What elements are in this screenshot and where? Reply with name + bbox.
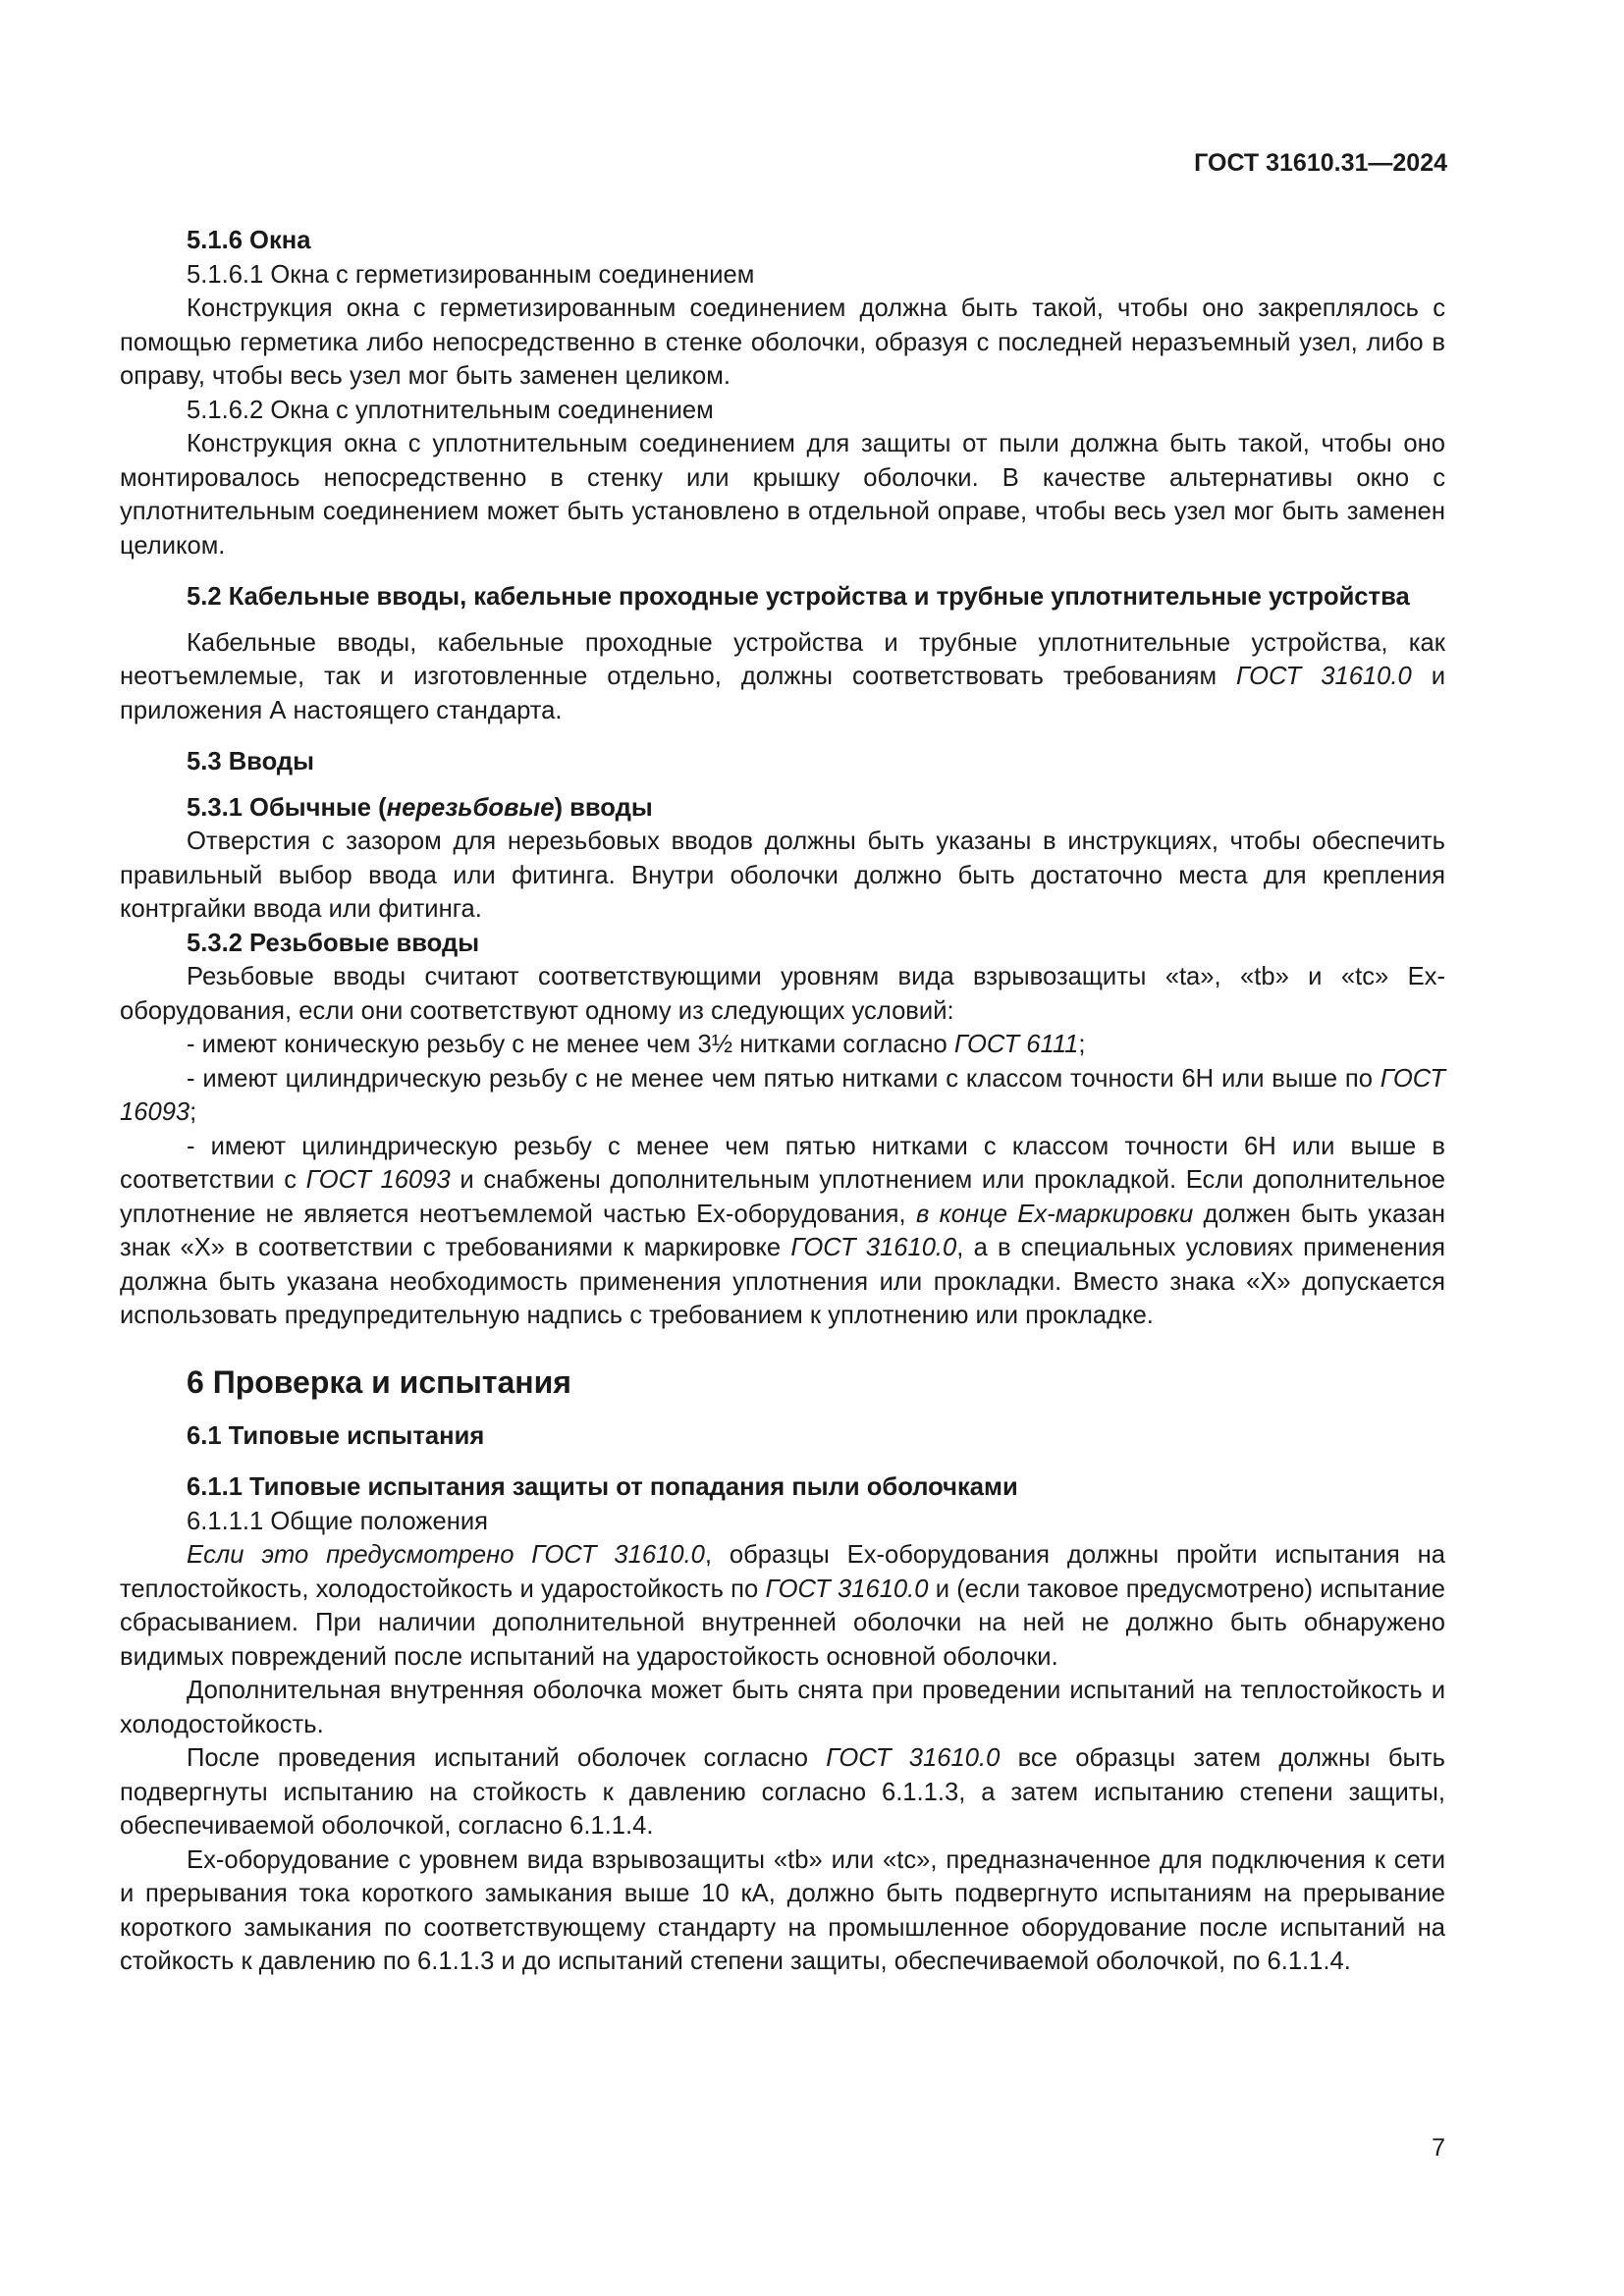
section-6-1-1-1-para-2: Дополнительная внутренняя оболочка может быть снята при проведении испытаний на теплостойкость и холодостойкость. xyxy=(120,1677,1445,1738)
list-item: - имеют коническую резьбу с не менее чем 3½ нитками согласно ГОСТ 6111; xyxy=(187,1031,1086,1058)
section-5-3-title: 5.3 Вводы xyxy=(187,748,314,775)
section-5-3-2-text: Резьбовые вводы считают соответствующими уровням вида взрывозащиты «ta», «tb» и «tc» Ex-оборудования, если они соответствуют одному из следующих условий: xyxy=(120,963,1445,1025)
section-6-1-title: 6.1 Типовые испытания xyxy=(187,1421,485,1450)
section-6-title: 6 Проверка и испытания xyxy=(187,1363,571,1400)
section-5-2-title: 5.2 Кабельные вводы, кабельные проходные устройства и трубные уплотнительные устройства xyxy=(187,583,1410,611)
section-5-3-1-title: 5.3.1 Обычные (нерезьбовые) вводы xyxy=(187,793,653,822)
section-5-1-6-1-title: 5.1.6.1 Окна с герметизированным соединением xyxy=(187,260,755,289)
section-5-1-6-title: 5.1.6 Окна xyxy=(187,227,311,254)
section-6-1-1-1-para-4: Ex-оборудование с уровнем вида взрывозащиты «tb» или «tc», предназначенное для подключения к сети и прерывания тока короткого замыкания выше 10 кА, должно быть подвергнуто испытаниям на прерывание короткого замыкания по соответствующему стандарту на промышленное оборудование после испытаний на стойкость к давлению по 6.1.1.3 и до испытаний степени защиты, обеспечиваемой оболочкой, по 6.1.1.4. xyxy=(120,1845,1446,1975)
page-content xyxy=(120,224,1445,1979)
ref-gost-31610-0: ГОСТ 31610.0 xyxy=(1236,663,1412,690)
ref-gost-16093: ГОСТ 16093 xyxy=(120,1064,1445,1126)
section-6-1-1-1-para-3: После проведения испытаний оболочек согласно ГОСТ 31610.0 все образцы затем должны быть подвергнуты испытанию на стойкость к давлению согласно 6.1.1.3, а затем испытанию степени защиты, обеспечиваемой оболочкой, согласно 6.1.1.4. xyxy=(120,1744,1445,1840)
section-5-1-6-2-text: Конструкция окна с уплотнительным соединением для защиты от пыли должна быть такой, чтобы оно монтировалось непосредственно в стенку или крышку оболочки. В качестве альтернативы окно с уплотнительным соединением может быть установлено в отдельной оправе, чтобы весь узел мог быть заменен целиком. xyxy=(120,430,1445,560)
section-5-1-6-2-title: 5.1.6.2 Окна с уплотнительным соединением xyxy=(187,396,714,424)
page-number: 7 xyxy=(1432,2134,1445,2162)
section-5-2-text: Кабельные вводы, кабельные проходные устройства и трубные уплотнительные устройства, как неотъемлемые, так и изготовленные отдельно, должны соответствовать требованиям ГОСТ 31610.0 и приложения А настоящего стандарта. xyxy=(120,628,1445,724)
section-6-1-1-1-para-1: Если это предусмотрено ГОСТ 31610.0, образцы Ex-оборудования должны пройти испытания на теплостойкость, холодостойкость и ударостойкость по ГОСТ 31610.0 и (если таковое предусмотрено) испытание сбрасыванием. При наличии дополнительной внутренней оболочки на ней не должно быть обнаружено видимых повреждений после испытаний на ударостойкость основной оболочки. xyxy=(120,1541,1445,1671)
list-item: - имеют цилиндрическую резьбу с менее чем пятью нитками с классом точности 6Н или выше в соответствии с ГОСТ 16093 и снабжены дополнительным уплотнением или прокладкой. Если дополнительное уплотнение не является неотъемлемой частью Ex-оборудования, в конце Ex-маркировки должен быть указан знак «X» в соответствии с требованиями к маркировке ГОСТ 31610.0, а в специальных условиях применения должна быть указана необходимость применения уплотнения или прокладки. Вместо знака «X» допускается использовать предупредительную надпись с требованием к уплотнению или прокладке. xyxy=(120,1132,1446,1329)
list-item: - имеют цилиндрическую резьбу с не менее чем пятью нитками с классом точности 6Н или выше по ГОСТ 16093; xyxy=(120,1064,1445,1126)
document-id-header: ГОСТ 31610.31—2024 xyxy=(1194,149,1447,177)
section-5-1-6-1-text: Конструкция окна с герметизированным соединением должна быть такой, чтобы оно закреплялось с помощью герметика либо непосредственно в стенке оболочки, образуя с последней неразъемный узел, либо в оправу, чтобы весь узел мог быть заменен целиком. xyxy=(120,294,1445,390)
section-5-3-1-text: Отверстия с зазором для нерезьбовых вводов должны быть указаны в инструкциях, чтобы обеспечить правильный выбор ввода или фитинга. Внутри оболочки должно быть достаточно места для крепления контргайки ввода или фитинга. xyxy=(120,828,1445,923)
section-6-1-1-1-title: 6.1.1.1 Общие положения xyxy=(187,1507,488,1535)
section-5-3-2-title: 5.3.2 Резьбовые вводы xyxy=(187,929,480,957)
ref-gost-6111: ГОСТ 6111 xyxy=(953,1031,1079,1058)
section-6-1-1-title: 6.1.1 Типовые испытания защиты от попадания пыли оболочками xyxy=(187,1473,1018,1501)
